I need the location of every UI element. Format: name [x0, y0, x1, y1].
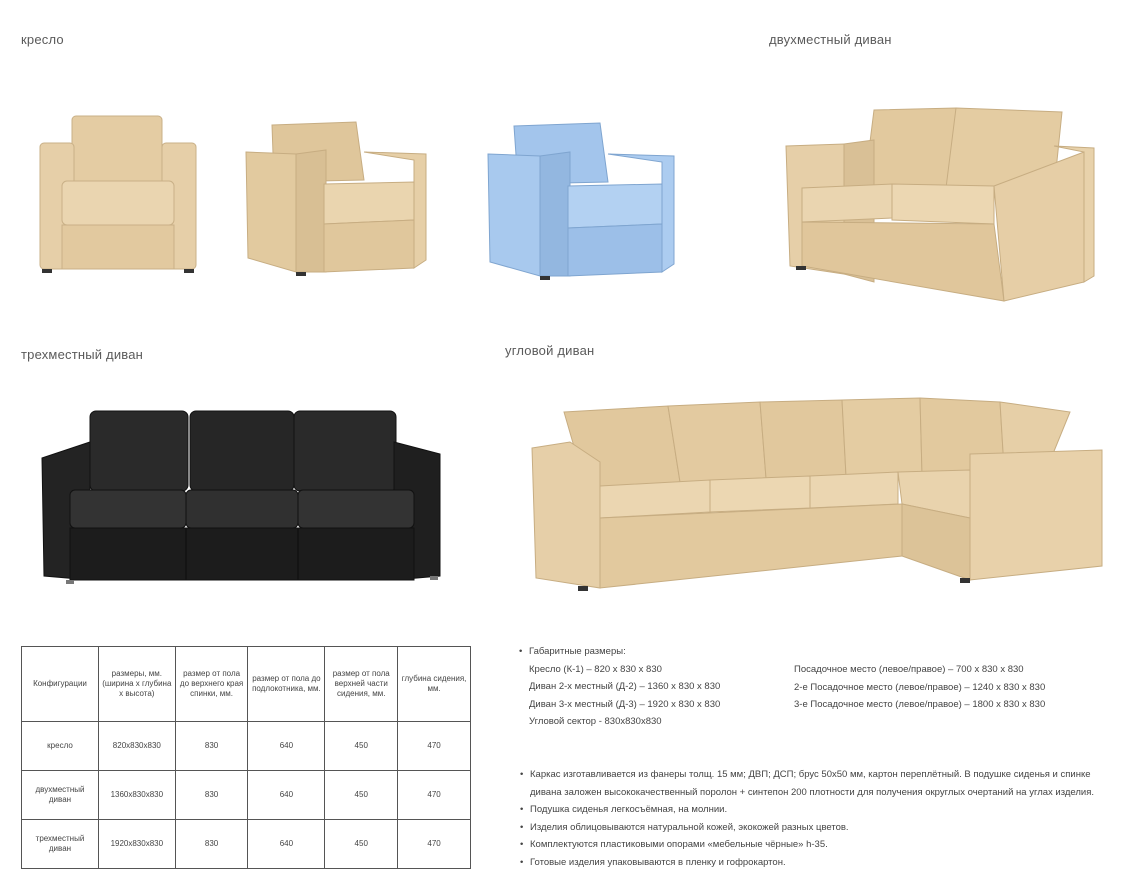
- cell-configuration: кресло: [22, 722, 99, 771]
- two-seater-sofa-image: [784, 106, 1098, 306]
- cell-armrest-height: 640: [248, 771, 325, 820]
- cell-seat-depth: 470: [398, 722, 471, 771]
- note-frame-continued: дивана заложен высококачественный поролон + синтепон 200 плотности для получения округлых очертаний на углах изделия.: [530, 786, 1095, 798]
- label-two-seater: двухместный диван: [769, 32, 892, 47]
- seat-dimensions-block: [794, 661, 1045, 714]
- dimension-two-seater: Диван 2-х местный (Д-2) – 1360 х 830 х 830: [529, 681, 721, 692]
- armchair-angle-image: [244, 120, 430, 280]
- three-seater-sofa-image: [40, 408, 444, 588]
- dimension-seat-3: 3-е Посадочное место (левое/правое) – 1800 х 830 х 830: [794, 699, 1046, 710]
- table-row: [22, 771, 471, 820]
- cell-seat-height: 450: [325, 820, 398, 869]
- cell-back-height: 830: [175, 722, 248, 771]
- cell-dimensions: 820х830х830: [98, 722, 175, 771]
- cell-configuration: трехместный диван: [22, 820, 99, 869]
- note-frame: • Каркас изготавливается из фанеры толщ. 15 мм; ДВП; ДСП; брус 50х50 мм, картон переплётный. В подушке сиденья и спинке: [520, 766, 1094, 784]
- cell-seat-height: 450: [325, 771, 398, 820]
- dimensions-block: [519, 643, 720, 731]
- construction-notes: [520, 766, 1094, 871]
- label-armchair: кресло: [21, 32, 64, 47]
- header-back-height: размер от пола до верхнего края спинки, мм.: [175, 647, 248, 722]
- dimension-three-seater: Диван 3-х местный (Д-3) – 1920 х 830 х 830: [529, 698, 721, 710]
- cell-back-height: 830: [175, 771, 248, 820]
- cell-armrest-height: 640: [248, 722, 325, 771]
- cell-seat-height: 450: [325, 722, 398, 771]
- cell-dimensions: 1920х830х830: [98, 820, 175, 869]
- table-row: [22, 722, 471, 771]
- cell-configuration: двухместный диван: [22, 771, 99, 820]
- header-dimensions: размеры, мм. (ширина х глубина х высота): [98, 647, 175, 722]
- dimension-armchair: Кресло (К-1) – 820 х 830 х 830: [529, 663, 662, 675]
- header-seat-depth: глубина сидения, мм.: [398, 647, 471, 722]
- armchair-front-image: [36, 113, 200, 275]
- spec-table-header-row: [22, 647, 471, 722]
- note-packaging: • Готовые изделия упаковываются в пленку и гофрокартон.: [520, 854, 1094, 872]
- table-row: [22, 820, 471, 869]
- header-seat-height: размер от пола верхней части сидения, мм.: [325, 647, 398, 722]
- cell-back-height: 830: [175, 820, 248, 869]
- label-corner-sofa: угловой диван: [505, 343, 595, 358]
- dimension-seat-2: 2-е Посадочное место (левое/правое) – 1240 х 830 х 830: [794, 681, 1046, 693]
- note-cushion: • Подушка сиденья легкосъёмная, на молнии.: [520, 801, 1094, 819]
- cell-seat-depth: 470: [398, 771, 471, 820]
- dimensions-title: • Габаритные размеры:: [519, 643, 720, 661]
- corner-sofa-image: [530, 396, 1104, 594]
- cell-dimensions: 1360х830х830: [98, 771, 175, 820]
- label-three-seater: трехместный диван: [21, 347, 144, 362]
- dimension-seat-1: Посадочное место (левое/правое) – 700 х 830 х 830: [794, 664, 1024, 675]
- header-armrest-height: размер от пола до подлокотника, мм.: [248, 647, 325, 722]
- cell-armrest-height: 640: [248, 820, 325, 869]
- armchair-blue-image: [486, 120, 678, 285]
- note-upholstery: • Изделия облицовываются натуральной кожей, экокожей разных цветов.: [520, 819, 1094, 837]
- cell-seat-depth: 470: [398, 820, 471, 869]
- note-legs: • Комплектуются пластиковыми опорами «мебельные чёрные» h-35.: [520, 836, 1094, 854]
- header-configuration: Конфигурации: [22, 647, 99, 722]
- dimension-corner-sector: Угловой сектор - 830х830х830: [529, 716, 662, 727]
- spec-table: [21, 646, 471, 869]
